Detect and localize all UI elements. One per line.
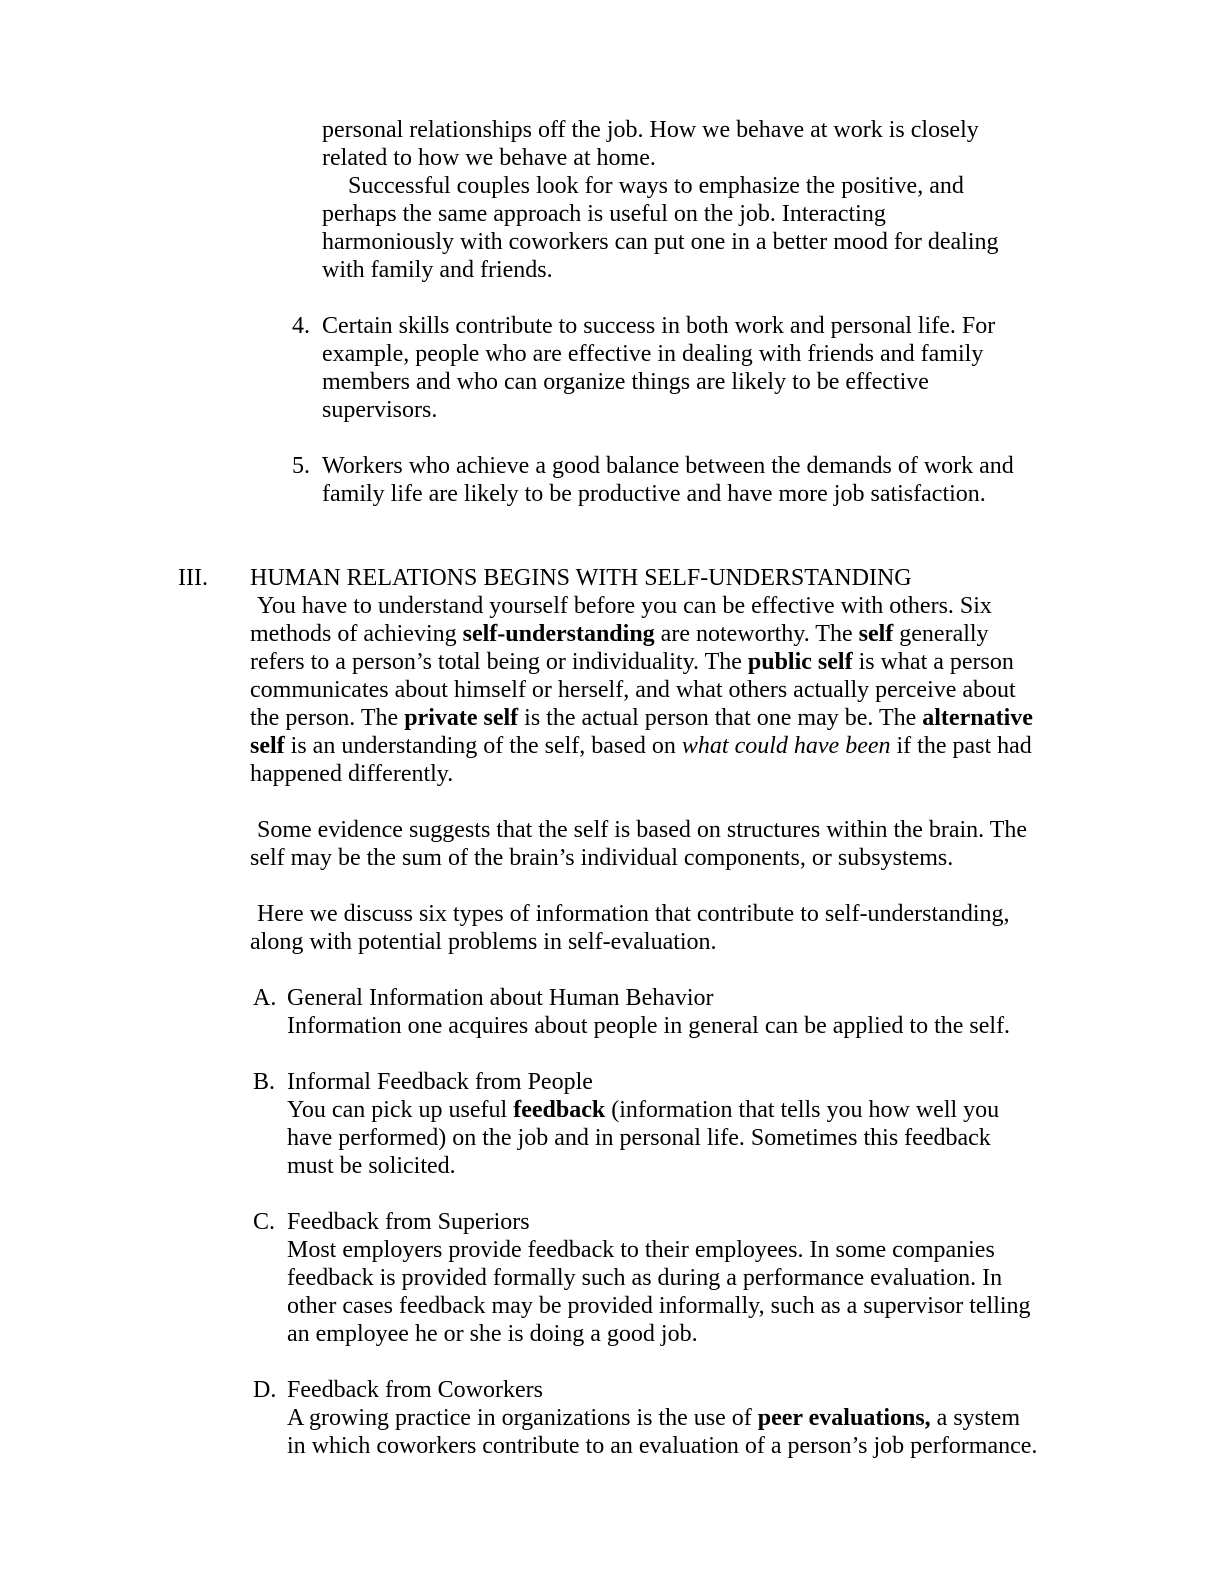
text-run: if the past had happened differently. <box>250 733 1032 787</box>
text-run: Information one acquires about people in general can be applied to the self. <box>287 1013 1011 1039</box>
text-run: (information that tells you how well you have performed) on the job and in personal life. Sometimes this feedback must be solicited. <box>287 1097 1000 1179</box>
lettered-item-body <box>287 1096 1039 1180</box>
section-title: HUMAN RELATIONS BEGINS WITH SELF-UNDERSTANDING <box>250 565 912 591</box>
text-run: is what a person communicates about himself or herself, and what others actually perceive about the person. The <box>250 649 1016 731</box>
section-paragraph-intro <box>250 592 1034 788</box>
paragraph-continuation: personal relationships off the job. How we behave at work is closely related to how we behave at home. <box>322 117 979 171</box>
lettered-item-content <box>287 1376 1039 1460</box>
lettered-item-heading: General Information about Human Behavior <box>287 985 714 1011</box>
text-run: A growing practice in organizations is the use of <box>287 1405 758 1431</box>
text-run: is an understanding of the self, based on <box>284 733 682 759</box>
text-run: Here we discuss six types of information that contribute to self-understanding, along with potential problems in self-evaluation. <box>250 901 1010 955</box>
section-paragraph-six-types <box>250 900 1034 956</box>
text-run: self <box>858 621 894 647</box>
text-run: alternative self <box>250 705 1033 759</box>
text-run: Certain skills contribute to success in both work and personal life. For example, people who are effective in dealing with friends and family members and who can organize things are likely to be effective supervisors. <box>322 313 996 423</box>
list-item-text <box>322 312 1020 424</box>
list-letter: C. <box>253 1209 276 1235</box>
text-run: feedback <box>513 1097 606 1123</box>
text-run: You have to understand yourself before you can be effective with others. Six methods of achieving <box>250 593 992 647</box>
section-paragraph-brain <box>250 816 1034 872</box>
lettered-item-content <box>287 1208 1039 1348</box>
section-heading-row <box>178 564 1224 592</box>
lettered-item-heading: Feedback from Coworkers <box>287 1377 543 1403</box>
lettered-item-heading: Feedback from Superiors <box>287 1209 530 1235</box>
text-run: public self <box>747 649 853 675</box>
lettered-item-d <box>253 1376 1224 1460</box>
text-run: a system in which coworkers contribute to an evaluation of a person’s job performance. <box>287 1405 1038 1459</box>
text-run: You can pick up useful <box>287 1097 514 1123</box>
text-run: peer evaluations, <box>757 1405 931 1431</box>
text-run: private self <box>404 705 519 731</box>
lettered-item-body <box>287 1404 1039 1460</box>
list-number: 4. <box>292 313 310 339</box>
lettered-item-a <box>253 984 1224 1040</box>
text-run: generally refers to a person’s total being or individuality. The <box>250 621 989 675</box>
text-run: Workers who achieve a good balance between the demands of work and family life are likely to be productive and have more job satisfaction. <box>322 453 1014 507</box>
text-run: are noteworthy. The <box>654 621 859 647</box>
text-run: self-understanding <box>462 621 655 647</box>
lettered-item-content <box>287 984 1039 1040</box>
lettered-item-body <box>287 1012 1039 1040</box>
text-run: is the actual person that one may be. The <box>518 705 923 731</box>
text-run: what could have been <box>681 733 891 759</box>
text-run: Most employers provide feedback to their employees. In some companies feedback is provided formally such as during a performance evaluation. In other cases feedback may be provided informally, such as a supervisor telling an employee he or she is doing a good job. <box>287 1237 1031 1347</box>
lettered-item-content <box>287 1068 1039 1180</box>
text-run: Some evidence suggests that the self is based on structures within the brain. The self may be the sum of the brain’s individual components, or subsystems. <box>250 817 1028 871</box>
lettered-item-c <box>253 1208 1224 1348</box>
paragraph-successful-couples: Successful couples look for ways to emphasize the positive, and perhaps the same approach is useful on the job. Interacting harmoniously with coworkers can put one in a better mood for dealing with family and friends. <box>322 173 999 283</box>
list-letter: A. <box>253 985 277 1011</box>
list-item-text <box>322 452 1020 508</box>
lettered-item-heading: Informal Feedback from People <box>287 1069 593 1095</box>
section-numeral: III. <box>178 565 208 591</box>
list-letter: D. <box>253 1377 277 1403</box>
lettered-item-b <box>253 1068 1224 1180</box>
lettered-item-body <box>287 1236 1039 1348</box>
list-letter: B. <box>253 1069 276 1095</box>
numbered-item-4 <box>292 312 1224 424</box>
list-number: 5. <box>292 453 310 479</box>
numbered-item-5 <box>292 452 1224 508</box>
